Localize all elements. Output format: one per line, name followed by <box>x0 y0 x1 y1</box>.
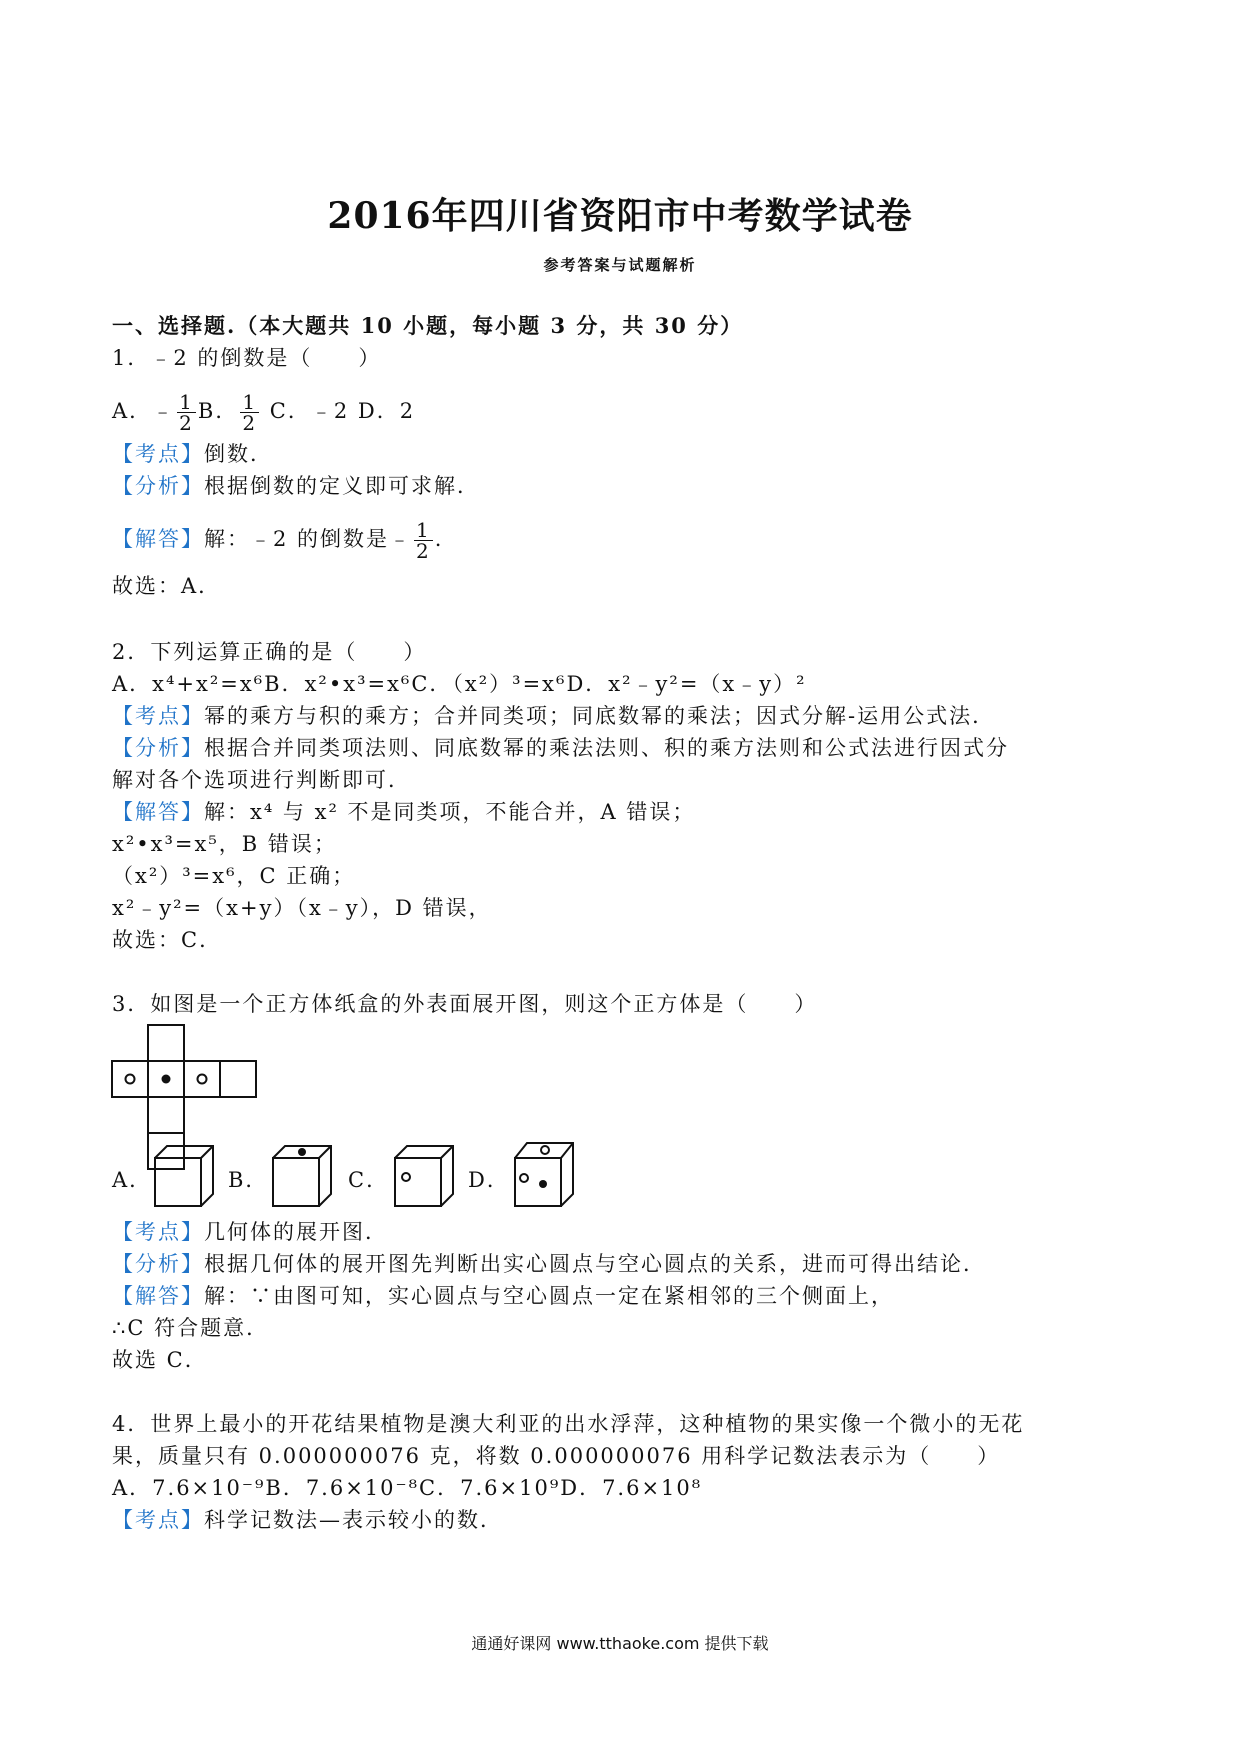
q4-kaodian: 【考点】科学记数法—表示较小的数． <box>112 1508 503 1532</box>
q2-stem: 2．下列运算正确的是（ ） <box>112 640 427 664</box>
fenxi-tag: 【分析】 <box>112 474 204 498</box>
footer-text: 通通好课网 www.tthaoke.com 提供下载 <box>471 1634 769 1653</box>
q4-stem: 4．世界上最小的开花结果植物是澳大利亚的出水浮萍，这种植物的果实像一个微小的无花 <box>112 1412 1025 1436</box>
q2-jieda: 【解答】解：x⁴ 与 x² 不是同类项，不能合并，A 错误； <box>112 800 696 824</box>
q1-fraction-b: $\frac{1}{2}$ <box>242 390 258 435</box>
jieda-tag: 【解答】 <box>112 527 204 551</box>
kaodian-tag: 【考点】 <box>112 1220 204 1244</box>
q2-jieda-line2: x²•x³=x⁵，B 错误； <box>112 832 337 856</box>
q1-answer-fraction: $\frac{1}{2}$ <box>416 518 431 563</box>
q1-stem: 1．﹣2 的倒数是（ ） <box>112 346 382 370</box>
q3-fenxi: 【分析】根据几何体的展开图先判断出实心圆点与空心圆点的关系，进而可得出结论． <box>112 1252 986 1276</box>
fenxi-tag: 【分析】 <box>112 736 204 760</box>
q4-options: A．7.6×10⁻⁹B．7.6×10⁻⁸C．7.6×10⁹D．7.6×10⁸ <box>112 1476 703 1500</box>
cube-option-b <box>270 1144 336 1210</box>
section-heading: 一、选择题.（本大题共 10 小题，每小题 3 分，共 30 分） <box>112 313 744 338</box>
q3-option-d-label: D． <box>468 1168 510 1192</box>
q3-option-c-label: C． <box>348 1168 390 1192</box>
q2-jieda-line4: x²﹣y²=（x+y）（x﹣y），D 错误， <box>112 896 492 920</box>
q3-option-b-label: B． <box>228 1168 269 1192</box>
q2-fenxi-cont: 解对各个选项进行判断即可． <box>112 768 411 792</box>
cube-option-d <box>512 1140 578 1210</box>
q3-stem: 3．如图是一个正方体纸盒的外表面展开图，则这个正方体是（ ） <box>112 992 818 1016</box>
q1-kaodian: 【考点】倒数． <box>112 442 273 466</box>
q1-choice: 故选：A． <box>112 574 222 598</box>
fenxi-tag: 【分析】 <box>112 1252 204 1276</box>
q4-stem-cont: 果，质量只有 0.000000076 克，将数 0.000000076 用科学记数法表示为（ ） <box>112 1444 1001 1468</box>
q2-kaodian: 【考点】幂的乘方与积的乘方；合并同类项；同底数幂的乘法；因式分解-运用公式法． <box>112 704 996 728</box>
kaodian-tag: 【考点】 <box>112 1508 204 1532</box>
page-subtitle: 参考答案与试题解析 <box>543 256 697 274</box>
q3-kaodian: 【考点】几何体的展开图． <box>112 1220 388 1244</box>
jieda-tag: 【解答】 <box>112 1284 204 1308</box>
page-title: 2016年四川省资阳市中考数学试卷 <box>327 195 913 237</box>
q1-fenxi: 【分析】根据倒数的定义即可求解． <box>112 474 480 498</box>
q1-option-a-label: A．﹣ <box>112 399 176 423</box>
q3-choice: 故选 C． <box>112 1348 208 1372</box>
q2-options: A．x⁴+x²=x⁶B．x²•x³=x⁶C．（x²）³=x⁶D．x²﹣y²=（x﹣y）² <box>112 672 807 696</box>
jieda-tag: 【解答】 <box>112 800 204 824</box>
q2-choice: 故选：C． <box>112 928 223 952</box>
q3-option-a-label: A． <box>112 1168 153 1192</box>
q3-therefore: ∴C 符合题意． <box>112 1316 270 1340</box>
q1-jieda: 【解答】解：﹣2 的倒数是﹣ $\frac{1}{2}$ . <box>112 518 444 563</box>
q2-fenxi: 【分析】根据合并同类项法则、同底数幂的乘法法则、积的乘方法则和公式法进行因式分 <box>112 736 1009 760</box>
kaodian-tag: 【考点】 <box>112 442 204 466</box>
q1-options <box>112 392 415 433</box>
q1-fraction-a: $\frac{1}{2}$ <box>179 390 194 435</box>
kaodian-tag: 【考点】 <box>112 704 204 728</box>
cube-option-c <box>392 1144 458 1210</box>
q1-option-rest: C．﹣2 D．2 <box>269 399 416 423</box>
q1-option-b-label: B． <box>197 399 239 423</box>
q2-jieda-line3: （x²）³=x⁶，C 正确； <box>112 864 356 888</box>
q3-jieda: 【解答】解：∵由图可知，实心圆点与空心圆点一定在紧相邻的三个侧面上， <box>112 1284 894 1308</box>
cube-option-a <box>152 1144 218 1210</box>
